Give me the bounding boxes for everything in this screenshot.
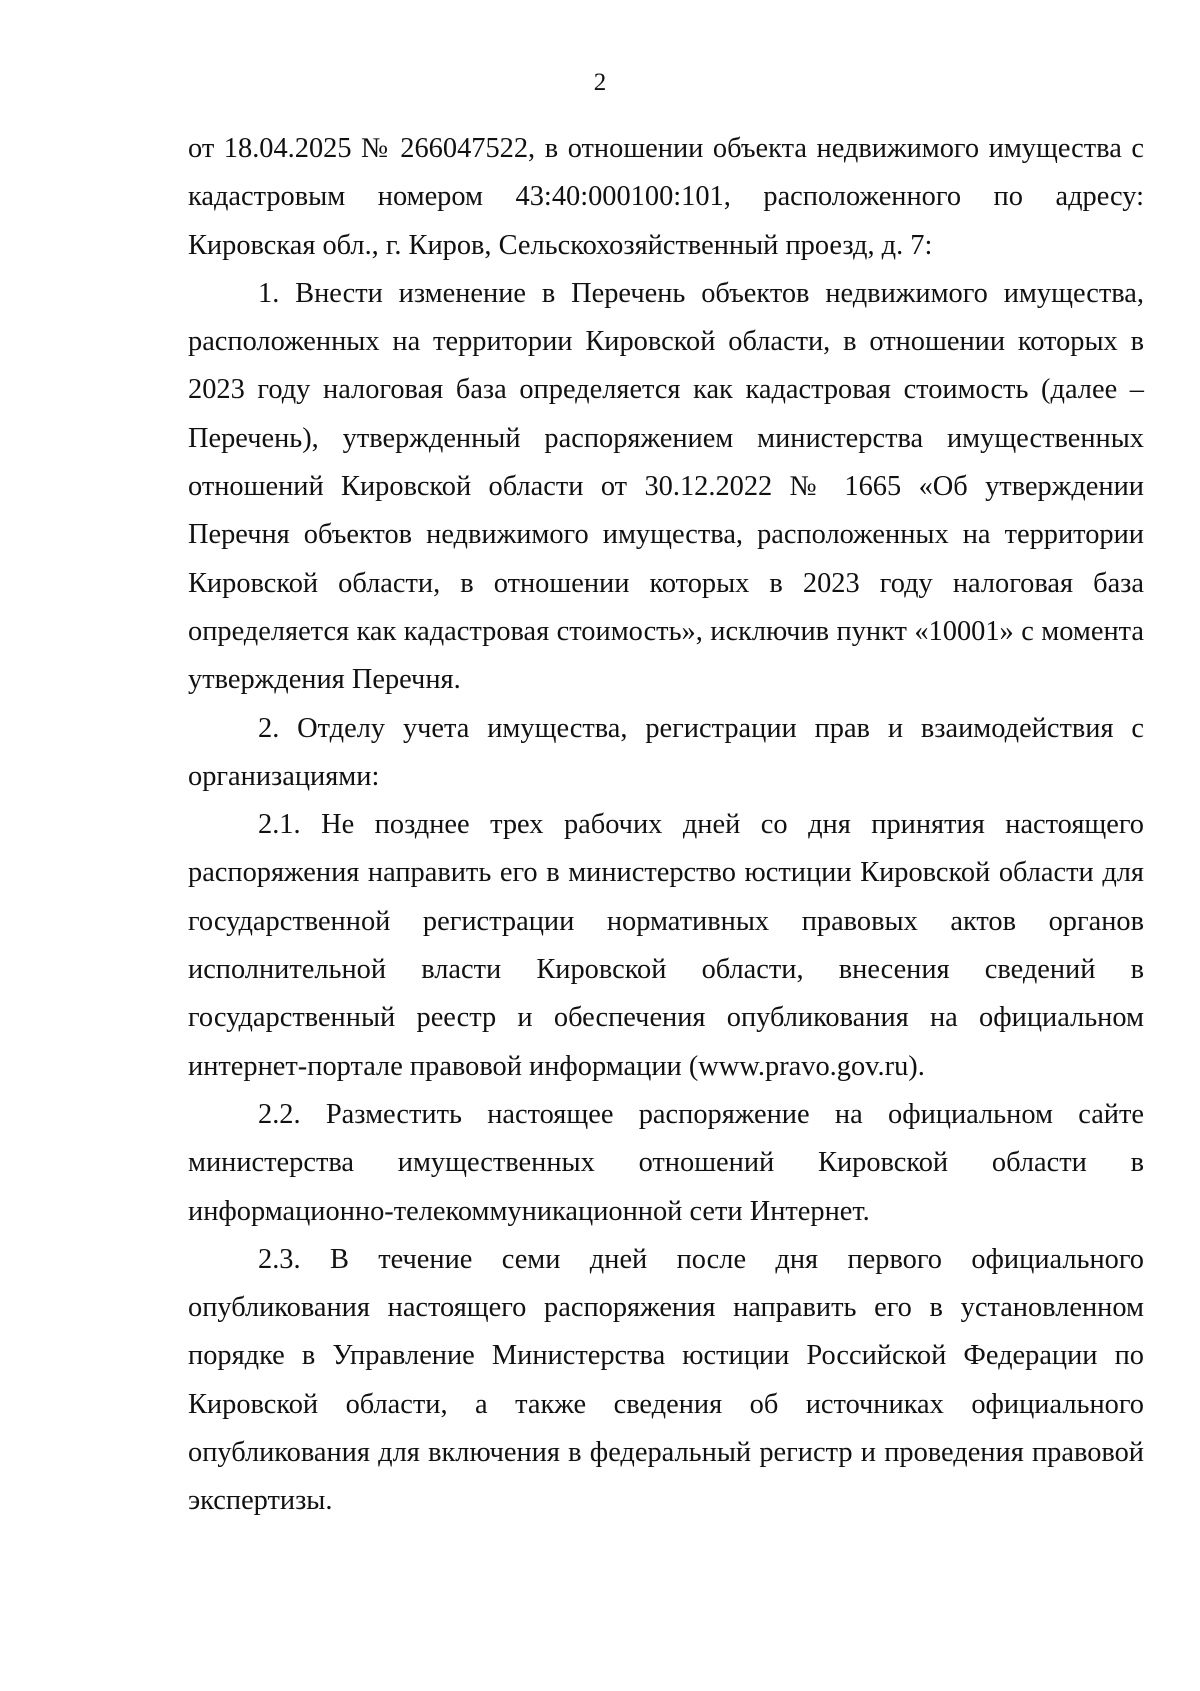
paragraph-item-2-3: 2.3. В течение семи дней после дня первого официального опубликования настоящего распоряжения направить его в установленном порядке в Управление Министерства юстиции Российской Федерации по Кировской области, а также сведения об источниках официального опубликования для включения в федеральный регистр и проведения правовой экспертизы. [188,1243,1144,1517]
paragraph-object-details: от 18.04.2025 № 266047522, в отношении объекта недвижимого имущества с кадастровым номером 43:40:000100:101, расположенного по адресу: Кировская обл., г. Киров, Сельскохозяйственный проезд, д. 7: [188,133,1144,261]
paragraph-item-2-1: 2.1. Не позднее трех рабочих дней со дня принятия настоящего распоряжения направить его в министерство юстиции Кировской области для государственной регистрации нормативных правовых актов органов исполнительной власти Кировской области, внесения сведений в государственный реестр и обеспечения опубликования на официальном интернет-портале правовой информации (www.pravo.gov.ru). [188,809,1144,1082]
paragraph-item-1: 1. Внести изменение в Перечень объектов недвижимого имущества, расположенных на территории Кировской области, в отношении которых в 2023 году налоговая база определяется как кадастровая стоимость (далее – Перечень), утвержденный распоряжением министерства имущественных отношений Кировской области от 30.12.2022 № 1665 «Об утверждении Перечня объектов недвижимого имущества, расположенных на территории Кировской области, в отношении которых в 2023 году налоговая база определяется как кадастровая стоимость», исключив пункт «10001» с момента утверждения Перечня. [188,277,1144,696]
paragraph-item-2: 2. Отделу учета имущества, регистрации прав и взаимодействия с организациями: [188,712,1144,792]
page-number: 2 [593,69,607,96]
paragraph-item-2-2: 2.2. Разместить настоящее распоряжение на официальном сайте министерства имущественных отношений Кировской области в информационно-телекоммуникационной сети Интернет. [188,1098,1144,1227]
document-body [188,125,1144,1526]
